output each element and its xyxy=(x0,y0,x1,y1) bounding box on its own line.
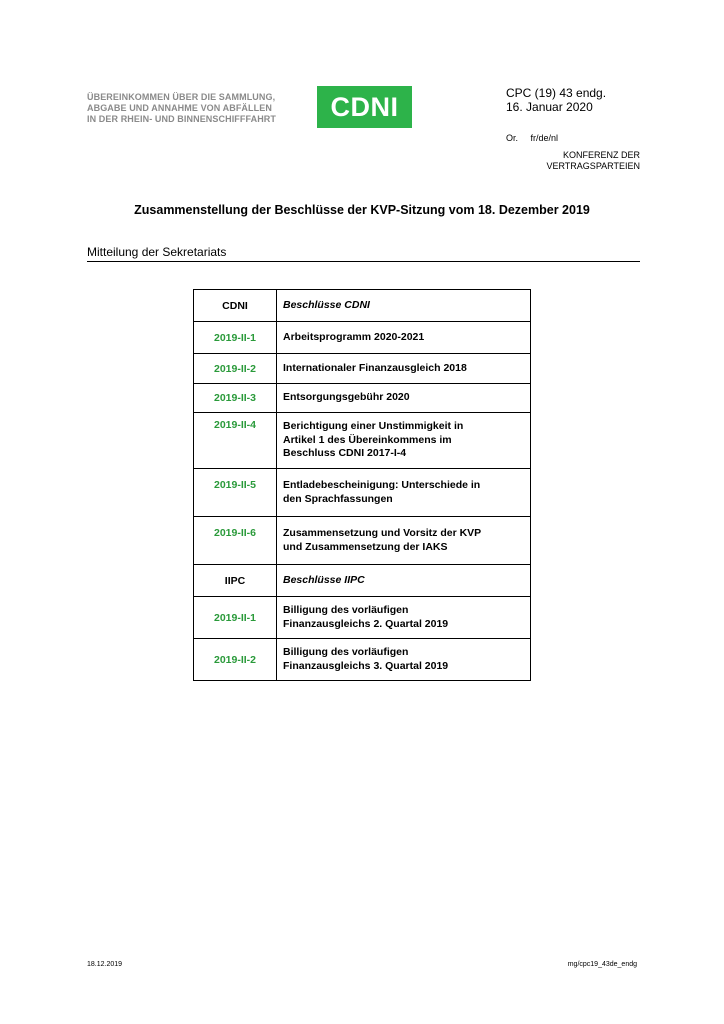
conference-line-2: VERTRAGSPARTEIEN xyxy=(546,161,640,171)
decision-title xyxy=(277,413,531,469)
table-row xyxy=(194,597,531,639)
decision-code: 2019-II-6 xyxy=(194,517,277,565)
decision-code: 2019-II-1 xyxy=(194,597,277,639)
decision-title: Beschlüsse CDNI xyxy=(277,290,531,322)
table-row xyxy=(194,413,531,469)
document-title: Zusammenstellung der Beschlüsse der KVP-Sitzung vom 18. Dezember 2019 xyxy=(134,203,590,217)
conference-label xyxy=(546,150,640,172)
decision-code: 2019-II-2 xyxy=(194,639,277,681)
decision-title-line: Entladebescheinigung: Unterschiede in xyxy=(283,479,481,491)
decision-title xyxy=(277,597,531,639)
decision-title: Beschlüsse IIPC xyxy=(277,565,531,597)
decision-title-line: Finanzausgleichs 2. Quartal 2019 xyxy=(283,617,449,630)
table-row xyxy=(194,565,531,597)
decision-title: Entsorgungsgebühr 2020 xyxy=(277,384,531,413)
decision-code: 2019-II-5 xyxy=(194,469,277,517)
table-row xyxy=(194,384,531,413)
decision-title-line: Zusammensetzung und Vorsitz der KVP xyxy=(283,527,482,539)
decision-code: IIPC xyxy=(194,565,277,597)
doc-date: 16. Januar 2020 xyxy=(506,100,593,114)
cdni-logo: CDNI xyxy=(317,86,412,128)
decision-title xyxy=(277,639,531,681)
decision-title-line: Billigung des vorläufigen xyxy=(283,646,409,658)
document-subtitle: Mitteilung der Sekretariats xyxy=(87,245,640,262)
organization-name xyxy=(87,92,287,125)
decision-title-line: Berichtigung einer Unstimmigkeit in xyxy=(283,420,464,433)
decisions-table xyxy=(193,289,531,681)
table-row xyxy=(194,469,531,517)
original-value: fr/de/nl xyxy=(530,133,559,143)
table-row xyxy=(194,322,531,354)
footer-date: 18.12.2019 xyxy=(87,961,123,968)
table-row xyxy=(194,639,531,681)
original-label: Or. xyxy=(506,133,519,143)
decision-code: CDNI xyxy=(194,290,277,322)
decision-title-line: Finanzausgleichs 3. Quartal 2019 xyxy=(283,659,449,672)
table-row xyxy=(194,517,531,565)
decision-title-line: Artikel 1 des Übereinkommens im xyxy=(283,433,452,446)
decision-title-line: Beschluss CDNI 2017-I-4 xyxy=(283,447,407,460)
doc-ref-number: CPC (19) 43 endg. xyxy=(506,86,607,100)
decision-title xyxy=(277,517,531,565)
decision-code: 2019-II-1 xyxy=(194,322,277,354)
decision-title-line: und Zusammensetzung der IAKS xyxy=(283,540,448,553)
decision-code: 2019-II-2 xyxy=(194,354,277,384)
decision-code: 2019-II-3 xyxy=(194,384,277,413)
decision-title: Arbeitsprogramm 2020-2021 xyxy=(277,322,531,354)
org-line-1: ÜBEREINKOMMEN ÜBER DIE SAMMLUNG, xyxy=(87,92,276,102)
decision-code: 2019-II-4 xyxy=(194,413,277,469)
org-line-2: ABGABE UND ANNAHME VON ABFÄLLEN xyxy=(87,103,272,113)
decision-title-line: Billigung des vorläufigen xyxy=(283,604,409,616)
table-row xyxy=(194,354,531,384)
org-line-3: IN DER RHEIN- UND BINNENSCHIFFFAHRT xyxy=(87,114,276,124)
table-row xyxy=(194,290,531,322)
decision-title: Internationaler Finanzausgleich 2018 xyxy=(277,354,531,384)
document-reference xyxy=(506,86,606,114)
decision-title xyxy=(277,469,531,517)
decision-title-line: den Sprachfassungen xyxy=(283,492,393,505)
footer-file-reference: mg/cpc19_43de_endg xyxy=(567,961,637,968)
conference-line-1: KONFERENZ DER xyxy=(562,150,640,160)
original-languages xyxy=(506,133,558,143)
